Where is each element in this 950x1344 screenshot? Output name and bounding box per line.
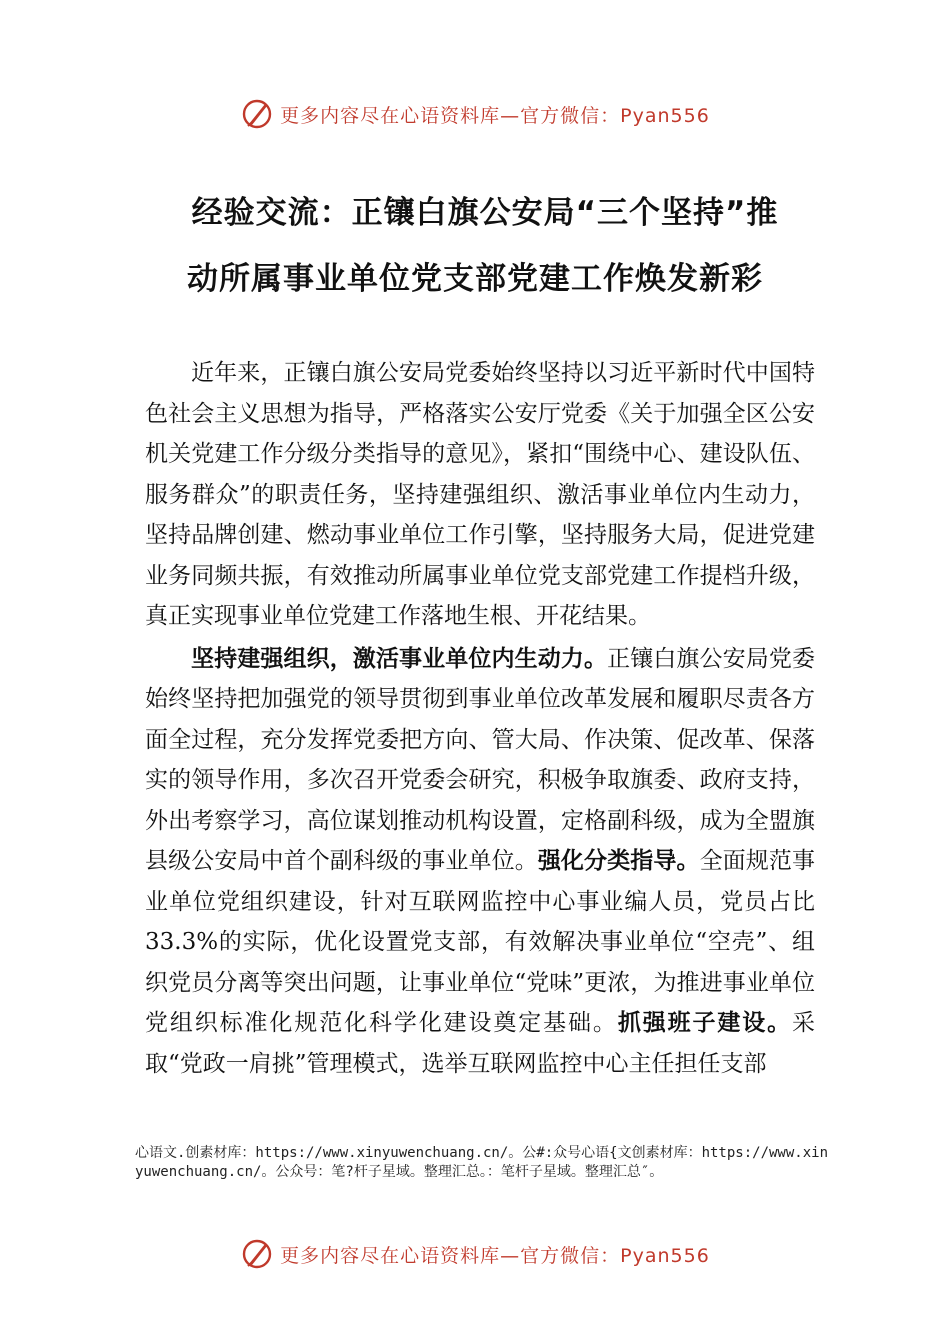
document-body [145,353,815,1084]
title-line-1: 经验交流：正镶白旗公安局“三个坚持”推 [191,195,779,231]
paragraph-text-2: 全面规范事业单位党组织建设，针对互联网监控中心事业编人员，党员占比 33.3%的实际，优化设置党支部，有效解决事业单位“空壳”、组织党员分离等突出问题，让事业单位“党味”更浓，为推进事业单位党组织标准化规范化科学化建设奠定基础。 [145,848,816,1036]
banner-text: 更多内容尽在心语资料库—官方微信：Pyan556 [280,1244,710,1267]
header-banner [0,92,950,136]
paragraph-text-3: 采取“党政一肩挑”管理模式，选举互联网监控中心主任担任支部 [145,1010,816,1077]
paragraph-organization [145,639,815,1085]
document-title [0,180,950,312]
paragraph-text: 正镶白旗公安局党委始终坚持把加强党的领导贯彻到事业单位改革发展和履职尽责各方面全过程，充分发挥党委把方向、管大局、作决策、促改革、保落实的领导作用，多次召开党委会研究，积极争取旗委、政府支持，外出考察学习，高位谋划推动机构设置，定格副科级，成为全盟旗县级公安局中首个副科级的事业单位。 [145,645,816,874]
footer-banner [0,1232,950,1276]
paragraph-lead-3: 抓强班子建设。 [617,1010,793,1036]
paragraph-text: 近年来，正镶白旗公安局党委始终坚持以习近平新时代中国特色社会主义思想为指导，严格落实公安厅党委《关于加强全区公安机关党建工作分级分类指导的意见》，紧扣“围绕中心、建设队伍、服务群众”的职责任务，坚持建强组织、激活事业单位内生动力，坚持品牌创建、燃动事业单位工作引擎，坚持服务大局，促进党建业务同频共振，有效推动所属事业单位党支部党建工作提档升级，真正实现事业单位党建工作落地生根、开花结果。 [145,360,815,629]
paragraph-intro [145,353,815,637]
banner-text: 更多内容尽在心语资料库—官方微信：Pyan556 [280,104,710,127]
quill-pen-icon [240,1237,274,1271]
title-line-2: 动所属事业单位党支部党建工作焕发新彩 [187,261,763,297]
paragraph-lead: 坚持建强组织，激活事业单位内生动力。 [191,645,608,672]
footer-note: 心语文.创素材库：https://www.xinyuwenchuang.cn/。公#:众号心语{文创素材库：https://www.xinyuwenchuang.cn/。公众号：笔?杆子星域。整理汇总。：笔杆子星域。整理汇总″。 [135,1145,829,1180]
quill-pen-icon [240,97,274,131]
paragraph-lead-2: 强化分类指导。 [537,848,700,874]
